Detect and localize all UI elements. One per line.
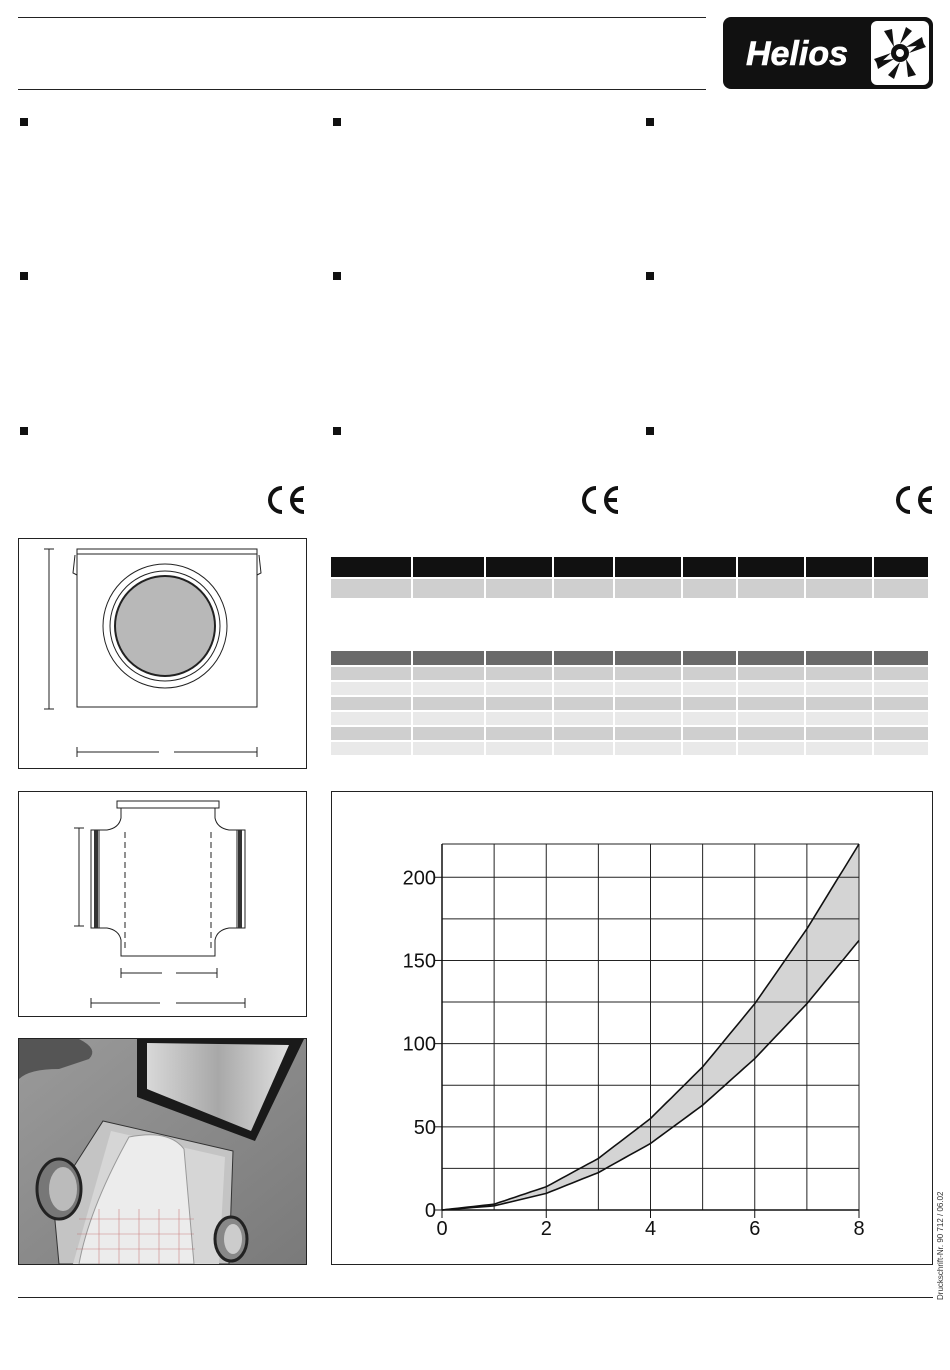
bullet-marker (646, 118, 654, 126)
y-tick-label: 0 (424, 1200, 436, 1222)
bullet-marker (333, 272, 341, 280)
x-tick-label: 8 (853, 1218, 865, 1240)
bullet-marker (20, 118, 28, 126)
helios-logo (723, 17, 933, 89)
x-tick-label: 2 (540, 1218, 552, 1240)
print-number: Druckschrift-Nr. 90 712 / 06.02 (936, 1191, 945, 1300)
table-row (331, 667, 928, 680)
bullet-marker (646, 272, 654, 280)
bullet-marker (646, 427, 654, 435)
table-header-row (331, 557, 928, 577)
x-tick-label: 4 (644, 1218, 657, 1240)
front-view-drawing (18, 538, 307, 769)
y-tick-label: 100 (402, 1033, 436, 1056)
spec-table-upper (329, 555, 930, 600)
ce-mark-icon (892, 484, 936, 516)
table-row (331, 682, 928, 695)
table-row (331, 579, 928, 598)
pressure-loss-chart (331, 791, 933, 1265)
spec-table-lower (329, 649, 930, 757)
y-tick-label: 150 (402, 950, 436, 973)
table-header-row (331, 651, 928, 665)
y-tick-label: 200 (402, 867, 436, 890)
bullet-marker (333, 118, 341, 126)
logo-text: Helios (745, 35, 849, 73)
table-row (331, 697, 928, 710)
x-tick-label: 6 (749, 1218, 761, 1240)
ce-mark-icon (264, 484, 308, 516)
y-tick-label: 50 (413, 1116, 436, 1139)
bullet-marker (20, 272, 28, 280)
x-tick-label: 0 (436, 1218, 448, 1240)
bullet-marker (20, 427, 28, 435)
footer-rule (18, 1297, 933, 1298)
table-row (331, 712, 928, 725)
table-row (331, 742, 928, 755)
header-rule-top (18, 17, 706, 18)
top-view-drawing (18, 791, 307, 1017)
header-rule-bottom (18, 89, 706, 90)
table-row (331, 727, 928, 740)
bullet-marker (333, 427, 341, 435)
product-photo (18, 1038, 307, 1265)
ce-mark-icon (578, 484, 622, 516)
